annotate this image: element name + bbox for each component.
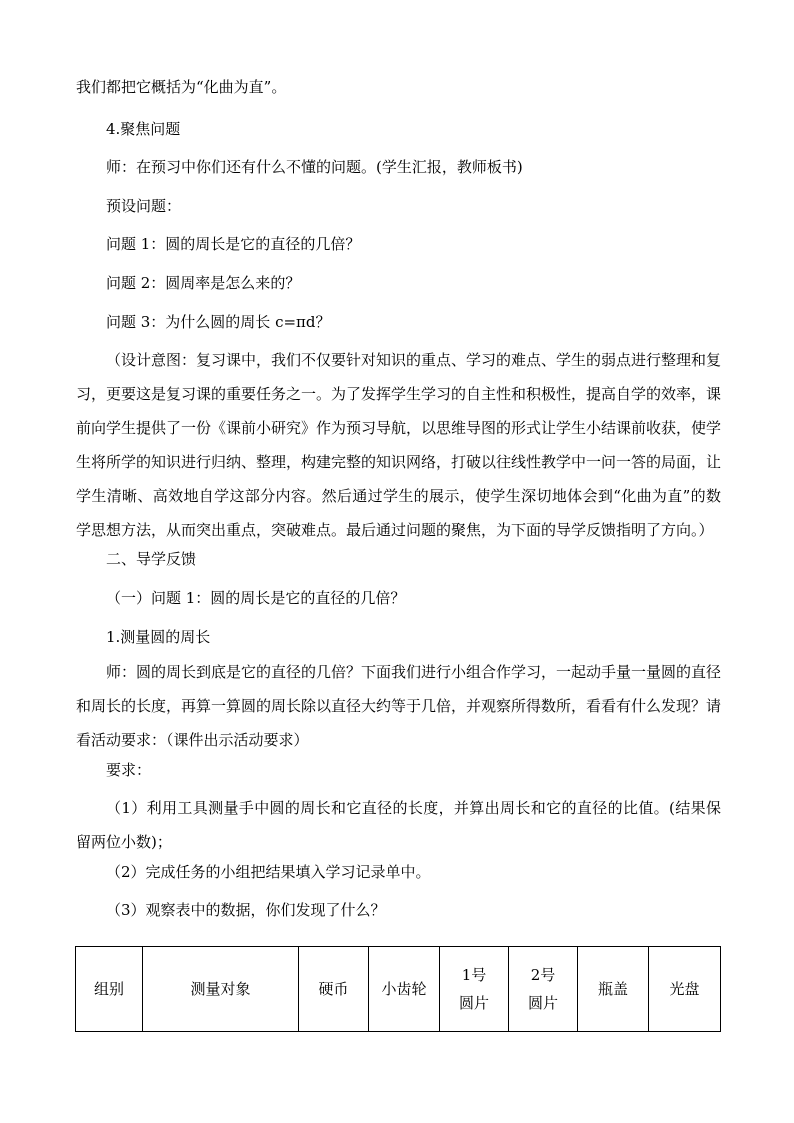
text-line: 师：在预习中你们还有什么不懂的问题。(学生汇报，教师板书) bbox=[106, 158, 523, 176]
table-header-cell: 光盘 bbox=[649, 947, 721, 1032]
table-header-cell: 小齿轮 bbox=[369, 947, 440, 1032]
section-heading: 二、导学反馈 bbox=[106, 550, 197, 568]
requirement-item: （1）利用工具测量手中圆的周长和它直径的长度，并算出周长和它的直径的比值。(结果保留两位小数)； bbox=[76, 799, 721, 851]
table-header-row bbox=[76, 947, 721, 1032]
subsection-heading: （一）问题 1：圆的周长是它的直径的几倍？ bbox=[106, 589, 406, 607]
table-header-line: 圆片 bbox=[527, 994, 558, 1012]
item-heading: 1.测量圆的周长 bbox=[106, 628, 211, 646]
text-line: 预设问题： bbox=[106, 197, 182, 215]
table-header-cell: 瓶盖 bbox=[578, 947, 649, 1032]
requirement-item: （2）完成任务的小组把结果填入学习记录单中。 bbox=[106, 863, 431, 881]
design-intent-paragraph: （设计意图：复习课中，我们不仅要针对知识的重点、学习的难点、学生的弱点进行整理和复习，更要这是复习课的重要任务之一。为了发挥学生学习的自主性和积极性，提高自学的效率，课前向学生提供了一份《课前小研究》作为预习导航，以思维导图的形式让学生小结课前收获，使学生将所学的知识进行归纳、整理，构建完整的知识网络，打破以往线性教学中一问一答的局面，让学生清晰、高效地自学这部分内容。然后通过学生的展示，使学生深切地体会到“化曲为直”的数学思想方法，从而突出重点，突破难点。最后通过问题的聚焦，为下面的导学反馈指明了方向。） bbox=[76, 351, 722, 539]
requirement-item: （3）观察表中的数据，你们发现了什么？ bbox=[106, 901, 386, 919]
table-header-cell bbox=[440, 947, 509, 1032]
question-line: 问题 2：圆周率是怎么来的？ bbox=[106, 274, 301, 292]
table-header-line: 圆片 bbox=[458, 994, 489, 1012]
section-heading: 4.聚焦问题 bbox=[106, 120, 181, 138]
learning-record-table bbox=[75, 946, 721, 1032]
table-header-cell: 硬币 bbox=[299, 947, 369, 1032]
requirements-label: 要求： bbox=[106, 761, 152, 779]
table-header-line: 2号 bbox=[530, 966, 556, 984]
teacher-paragraph: 师：圆的周长到底是它的直径的几倍？下面我们进行小组合作学习，一起动手量一量圆的直径和周长的长度，再算一算圆的周长除以直径大约等于几倍，并观察所得数所，看看有什么发现？请看活动要求：（课件出示活动要求） bbox=[76, 663, 722, 749]
question-line: 问题 3：为什么圆的周长 c=πd？ bbox=[106, 313, 331, 331]
table-header-cell: 测量对象 bbox=[143, 947, 299, 1032]
table-header-line: 1号 bbox=[461, 966, 487, 984]
text-line: 我们都把它概括为“化曲为直”。 bbox=[76, 78, 287, 96]
table-header-cell bbox=[509, 947, 578, 1032]
table-header-cell: 组别 bbox=[76, 947, 143, 1032]
question-line: 问题 1：圆的周长是它的直径的几倍？ bbox=[106, 235, 361, 253]
